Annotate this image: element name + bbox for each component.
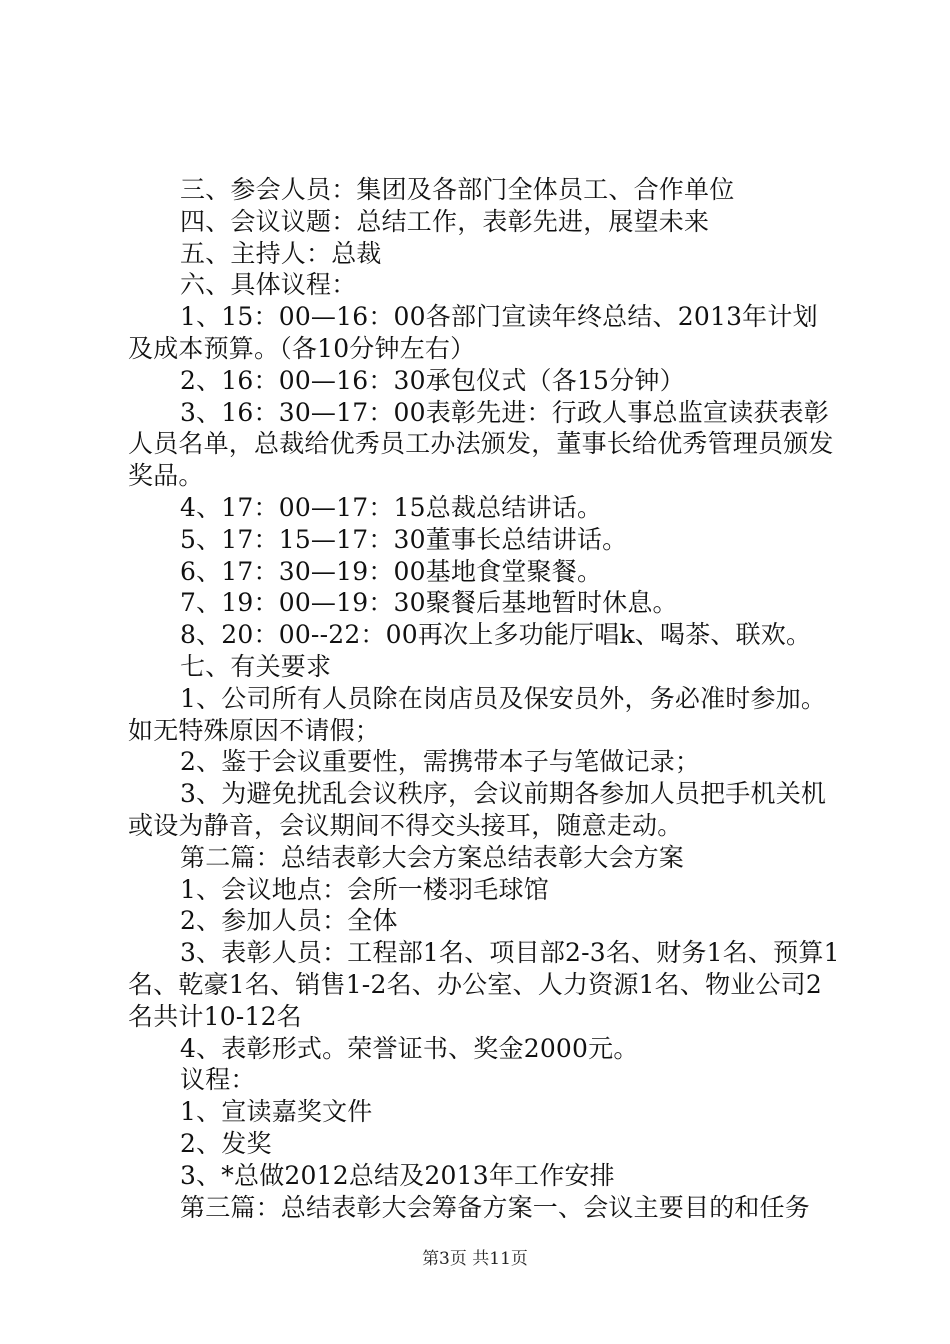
paragraph: 议程： xyxy=(180,1065,256,1095)
section-heading: 第三篇：总结表彰大会筹备方案一、会议主要目的和任务 xyxy=(180,1192,811,1222)
paragraph: 3、为避免扰乱会议秩序，会议前期各参加人员把手机关机或设为静音，会议期间不得交头接耳，随意走动。 xyxy=(128,779,827,840)
document-body xyxy=(128,174,840,1223)
paragraph: 1、宣读嘉奖文件 xyxy=(180,1097,373,1127)
paragraph: 5、17：15—17：30董事长总结讲话。 xyxy=(180,524,628,554)
paragraph: 四、会议议题：总结工作，表彰先进，展望未来 xyxy=(180,206,710,236)
paragraph: 三、参会人员：集团及各部门全体员工、合作单位 xyxy=(180,175,735,204)
paragraph: 3、表彰人员：工程部1名、项目部2-3名、财务1名、预算1名、乾豪1名、销售1-2名、办公室、人力资源1名、物业公司2名共计10-12名 xyxy=(128,938,840,1031)
paragraph: 6、17：30—19：00基地食堂聚餐。 xyxy=(180,556,603,586)
paragraph: 五、主持人：总裁 xyxy=(180,238,382,268)
paragraph: 2、鉴于会议重要性，需携带本子与笔做记录； xyxy=(180,747,701,777)
paragraph: 七、有关要求 xyxy=(180,651,332,681)
section-heading: 第二篇：总结表彰大会方案总结表彰大会方案 xyxy=(180,842,685,872)
paragraph: 8、20：00--22：00再次上多功能厅唱k、喝茶、联欢。 xyxy=(180,620,812,650)
paragraph: 2、参加人员：全体 xyxy=(180,906,398,936)
paragraph: 2、16：00—16：30承包仪式（各15分钟） xyxy=(180,365,685,395)
paragraph: 1、公司所有人员除在岗店员及保安员外，务必准时参加。如无特殊原因不请假； xyxy=(128,683,827,745)
paragraph: 3、*总做2012总结及2013年工作安排 xyxy=(180,1160,615,1190)
paragraph: 7、19：00—19：30聚餐后基地暂时休息。 xyxy=(180,588,678,618)
paragraph: 4、表彰形式。荣誉证书、奖金2000元。 xyxy=(180,1033,639,1063)
page-footer: 第3页 共11页 xyxy=(422,1249,528,1269)
paragraph: 1、会议地点：会所一楼羽毛球馆 xyxy=(180,874,549,904)
paragraph: 六、具体议程： xyxy=(180,270,357,300)
paragraph: 1、15：00—16：00各部门宣读年终总结、2013年计划及成本预算。（各10分钟左右） xyxy=(128,302,818,363)
paragraph: 4、17：00—17：15总裁总结讲话。 xyxy=(180,492,603,522)
paragraph: 2、发奖 xyxy=(180,1128,272,1158)
paragraph: 3、16：30—17：00表彰先进：行政人事总监宣读获表彰人员名单，总裁给优秀员工办法颁发，董事长给优秀管理员颁发奖品。 xyxy=(128,397,834,491)
